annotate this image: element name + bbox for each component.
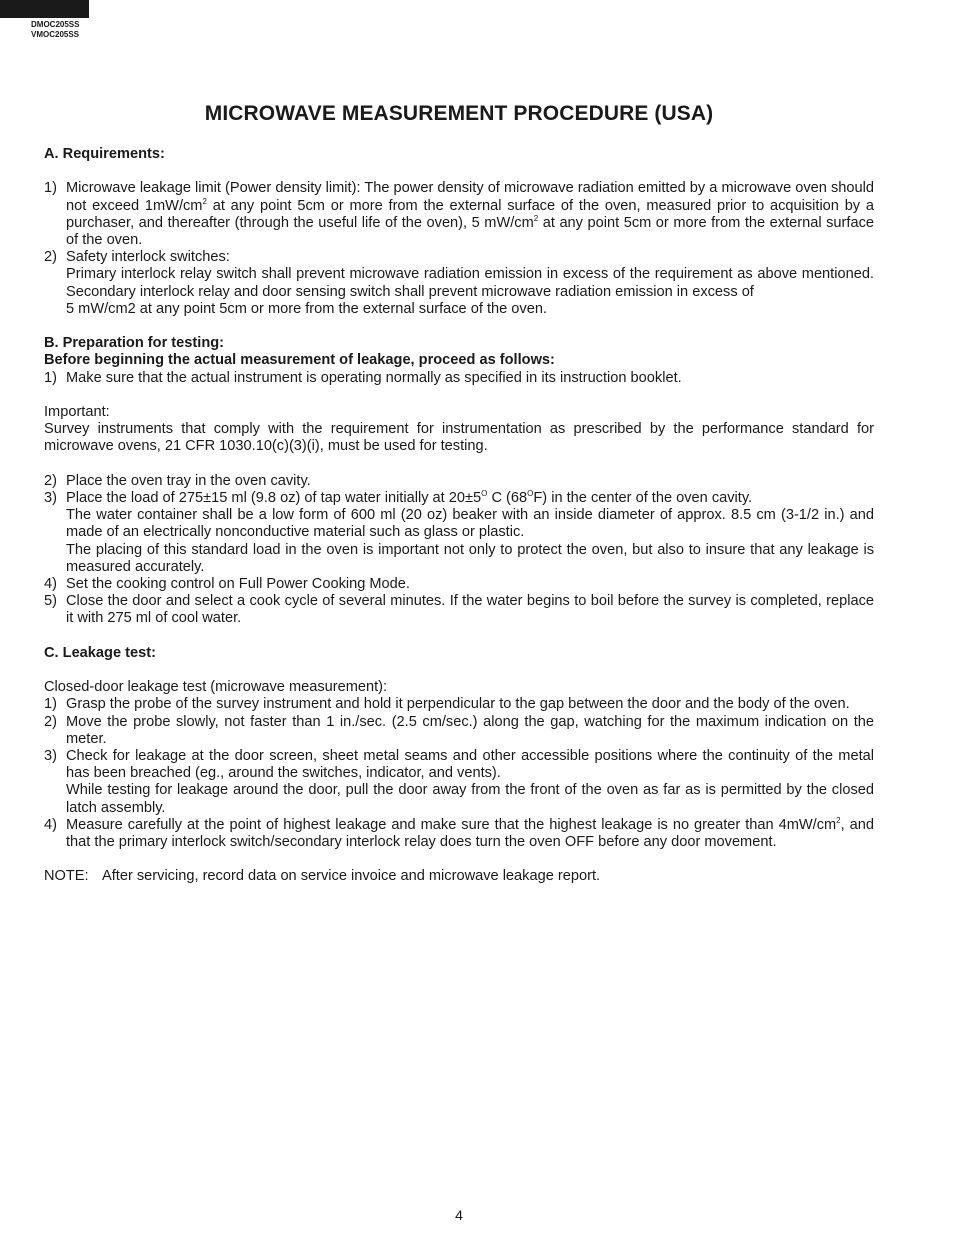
preparation-item-5: 5) Close the door and select a cook cycle of several minutes. If the water begins to boil before the survey is completed, replace it with 275 ml of cool water. xyxy=(44,593,874,627)
list-number: 3) xyxy=(44,748,57,765)
model-code-2: VMOC205SS xyxy=(31,30,80,39)
list-number: 4) xyxy=(44,816,57,833)
section-b-subheading: Before beginning the actual measurement of leakage, proceed as follows: xyxy=(44,352,555,369)
section-a-heading: A. Requirements: xyxy=(44,146,165,162)
note-label: NOTE: xyxy=(44,868,89,885)
page-title: MICROWAVE MEASUREMENT PROCEDURE (USA) xyxy=(204,102,714,125)
preparation-item-2: 2) Place the oven tray in the oven cavity. xyxy=(44,472,311,489)
list-number: 4) xyxy=(44,576,57,593)
important-text: Survey instruments that comply with the requirement for instrumentation as prescribed by the performance standard for microwave ovens, 21 CFR 1030.10(c)(3)(i), must be used for testing. xyxy=(44,421,874,455)
list-number: 1) xyxy=(44,696,57,713)
page-number: 4 xyxy=(455,1207,463,1223)
leakage-item-3: 3) Check for leakage at the door screen, sheet metal seams and other accessible positions where the continuity of the metal has been breached (eg., around the switches, indicator, and vents). While testing for leakage around the door, pull the door away from the front of the oven as far as is permitted by the closed latch assembly. xyxy=(44,748,874,816)
preparation-item-4: 4) Set the cooking control on Full Power Cooking Mode. xyxy=(44,576,410,593)
leakage-item-1: 1) Grasp the probe of the survey instrument and hold it perpendicular to the gap between the door and the body of the oven. xyxy=(44,696,850,713)
requirement-item-1-text: Microwave leakage limit (Power density limit): The power density of microwave radiation emitted by a microwave oven should not exceed $1mW/cm^2$ at any point 5cm or more from the external surface of the oven, measured prior to acquisition by a purchaser, and thereafter (through the useful life of the oven), 5 $mW/cm^2$ at any point 5cm or more from the external surface of the oven. xyxy=(66,180,874,248)
requirement-item-1 xyxy=(44,180,874,249)
list-number: 5) xyxy=(44,593,57,610)
important-label: Important: xyxy=(44,404,110,420)
list-number: 1) xyxy=(44,369,57,386)
list-number: 2) xyxy=(44,249,57,266)
requirement-item-2-text: Safety interlock switches: Primary interlock relay switch shall prevent microwave radiation emission in excess of the requirement as above mentioned. Secondary interlock relay and door sensing switch shall prevent microwave radiation emission in excess of 5 mW/cm2 at any point 5cm or more from the external surface of the oven. xyxy=(66,249,874,317)
header-corner-bar xyxy=(0,0,89,18)
list-number: 1) xyxy=(44,180,57,197)
preparation-item-1: 1) Make sure that the actual instrument is operating normally as specified in its instruction booklet. xyxy=(44,369,682,386)
section-c-heading: C. Leakage test: xyxy=(44,644,156,661)
preparation-item-3: 3) Place the load of 275±15 ml (9.8 oz) of tap water initially at $20\pm 5^O$ C $(68^OF)$ in the center of the oven cavity. The water container shall be a low form of 600 ml (20 oz) beaker with an inside diameter of approx. 8.5 cm (3-1/2 in.) and made of an electrically nonconductive material such as glass or plastic. The placing of this standard load in the oven is important not only to protect the oven, but also to insure that any leakage is measured accurately. xyxy=(44,489,874,575)
leakage-item-2: 2) Move the probe slowly, not faster than 1 in./sec. (2.5 cm/sec.) along the gap, watching for the maximum indication on the meter. xyxy=(44,713,874,747)
requirement-item-2 xyxy=(44,249,874,318)
service-note xyxy=(44,868,874,885)
leakage-item-4: 4) Measure carefully at the point of highest leakage and make sure that the highest leakage is no greater than $4mW/cm^2$, and that the primary interlock switch/secondary interlock relay does turn the oven OFF before any door movement. xyxy=(44,815,874,851)
list-number: 2) xyxy=(44,472,57,489)
document-body xyxy=(44,146,874,886)
model-code-1: DMOC205SS xyxy=(31,20,80,29)
list-number: 3) xyxy=(44,490,57,506)
section-b-heading: B. Preparation for testing: xyxy=(44,335,225,352)
list-number: 2) xyxy=(44,713,57,730)
note-text: After servicing, record data on service invoice and microwave leakage report. xyxy=(102,868,601,885)
leakage-intro: Closed-door leakage test (microwave measurement): xyxy=(44,679,388,696)
